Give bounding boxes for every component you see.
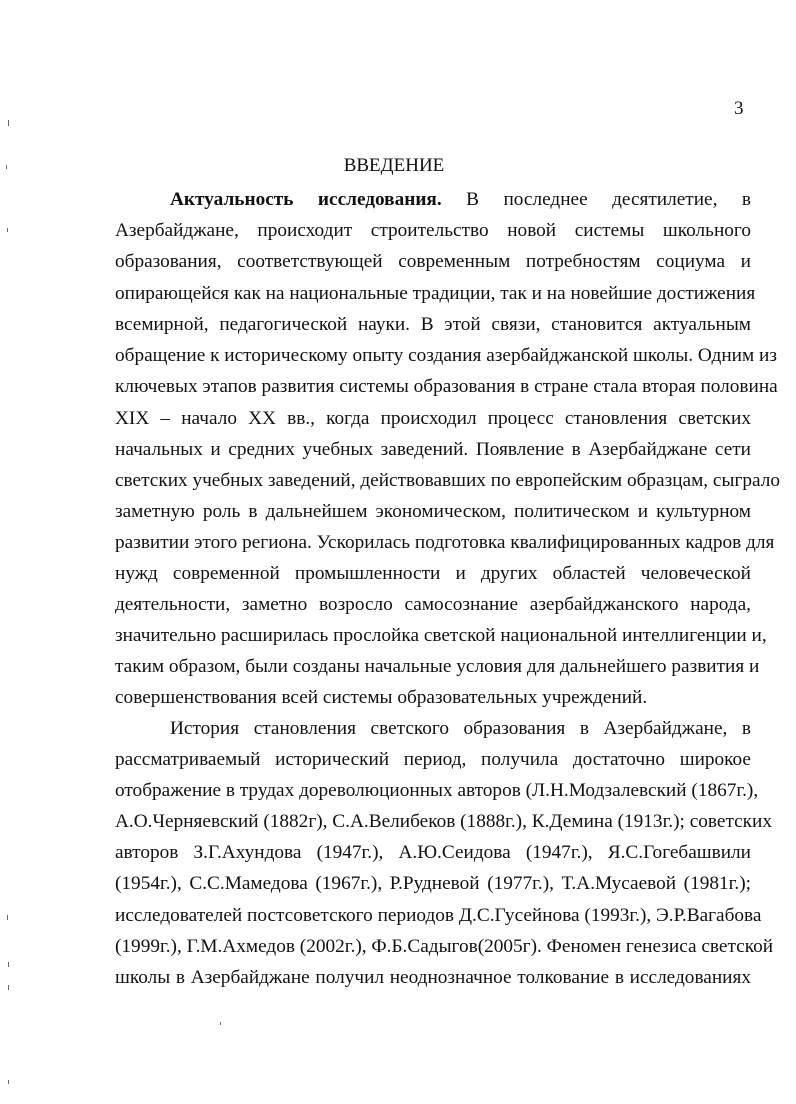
paragraph-1-lead: Актуальность исследования. (170, 189, 442, 210)
scan-speck (8, 120, 9, 126)
text-line: XIX – начало XX вв., когда происходил процесс становления светских (115, 408, 751, 429)
text-line: А.О.Черняевский (1882г), С.А.Велибеков (1888г.), К.Демина (1913г.); советских (115, 811, 773, 832)
text-line: В последнее десятилетие, в (466, 189, 751, 210)
scan-speck (7, 228, 8, 232)
text-line: (1999г.), Г.М.Ахмедов (2002г.), Ф.Б.Садыгов(2005г). Феномен генезиса светской (115, 936, 774, 957)
scan-speck (6, 165, 7, 169)
text-line: значительно расширилась прослойка светской национальной интеллигенции и, (115, 625, 767, 646)
text-line: авторов З.Г.Ахундова (1947г.), А.Ю.Сеидова (1947г.), Я.С.Гогебашвили (115, 842, 751, 863)
text-line: (1954г.), С.С.Мамедова (1967г.), Р.Рудневой (1977г.), Т.А.Мусаевой (1981г.); (115, 873, 751, 894)
text-line: обращение к историческому опыту создания азербайджанской школы. Одним из (115, 345, 777, 366)
text-line: опирающейся как на национальные традиции, так и на новейшие достижения (115, 283, 756, 304)
scan-speck (220, 1022, 221, 1025)
text-line: отображение в трудах дореволюционных авторов (Л.Н.Модзалевский (1867г.), (115, 780, 759, 801)
scan-speck (8, 1080, 9, 1084)
text-line: рассматриваемый исторический период, получила достаточно широкое (115, 749, 751, 770)
text-line: развитии этого региона. Ускорилась подготовка квалифицированных кадров для (115, 532, 775, 553)
text-line: исследователей постсоветского периодов Д.С.Гусейнова (1993г.), Э.Р.Вагабова (115, 905, 762, 926)
text-line: начальных и средних учебных заведений. Появление в Азербайджане сети (115, 439, 751, 460)
text-line: нужд современной промышленности и других областей человеческой (115, 563, 751, 584)
text-line: образования, соответствующей современным потребностям социума и (115, 251, 751, 272)
page-number: 3 (734, 98, 744, 119)
scan-speck (8, 962, 9, 967)
scan-speck (7, 915, 8, 920)
section-heading-text: ВВЕДЕНИЕ (343, 155, 445, 176)
paragraph-1-first-line (170, 187, 751, 213)
text-line: совершенствования всей системы образовательных учреждений. (115, 687, 648, 708)
text-line: История становления светского образования в Азербайджане, в (170, 718, 751, 739)
text-line: таким образом, были созданы начальные условия для дальнейшего развития и (115, 656, 760, 677)
text-line: Азербайджане, происходит строительство новой системы школьного (115, 220, 751, 241)
text-line: ключевых этапов развития системы образования в стране стала вторая половина (115, 376, 778, 397)
text-line: деятельности, заметно возросло самосознание азербайджанского народа, (115, 594, 751, 615)
section-heading (0, 155, 796, 177)
text-line: светских учебных заведений, действовавших по европейским образцам, сыграло (115, 470, 780, 491)
scan-speck (8, 985, 9, 990)
text-line: школы в Азербайджане получил неоднозначное толкование в исследованиях (115, 967, 751, 988)
text-line: заметную роль в дальнейшем экономическом, политическом и культурном (115, 501, 751, 522)
text-line: всемирной, педагогической науки. В этой связи, становится актуальным (115, 314, 751, 335)
